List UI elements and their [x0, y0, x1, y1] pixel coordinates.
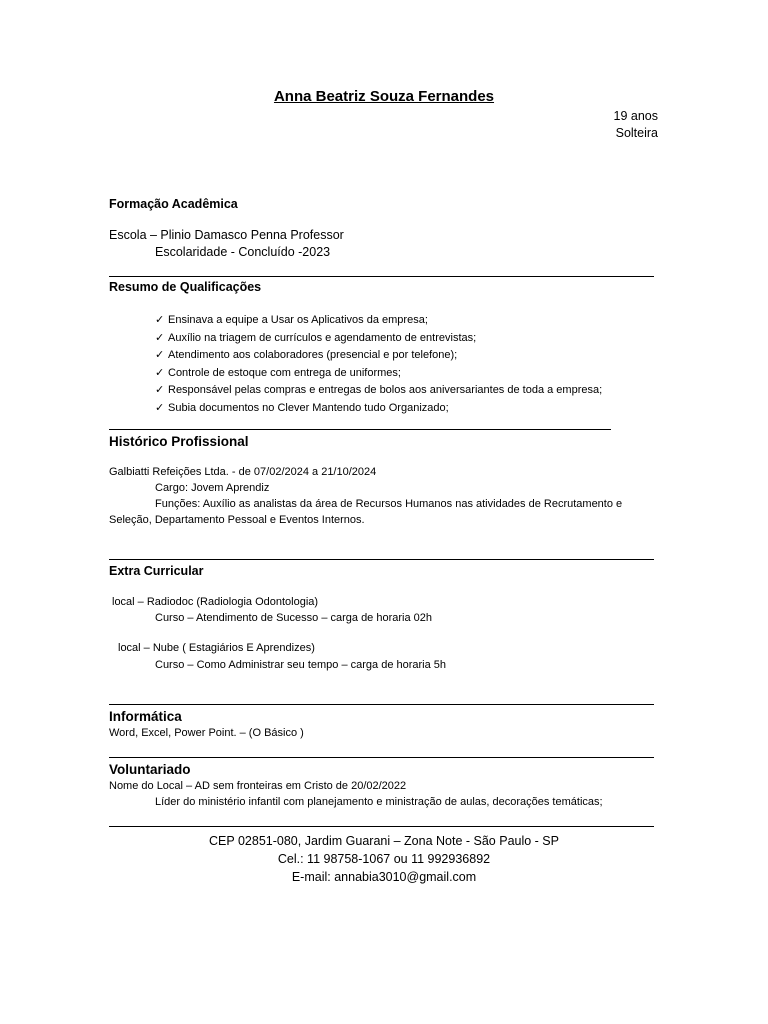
- check-icon: ✓: [155, 314, 165, 326]
- education-school: Escola – Plinio Damasco Penna Professor: [109, 228, 344, 242]
- list-item: ✓ Auxílio na triagem de currículos e agendamento de entrevistas;: [155, 330, 602, 348]
- extra-course-1: Curso – Atendimento de Sucesso – carga de horaria 02h: [155, 612, 433, 624]
- experience-company: Galbiatti Refeições Ltda. - de 07/02/2024 a 21/10/2024: [109, 466, 377, 478]
- footer-email: E-mail: annabia3010@gmail.com: [291, 870, 477, 884]
- list-item: ✓ Atendimento aos colaboradores (presencial e por telefone);: [155, 347, 602, 365]
- education-status: Escolaridade - Concluído -2023: [155, 245, 331, 259]
- check-icon: ✓: [155, 366, 165, 379]
- section-divider: [109, 757, 654, 758]
- volunteer-place: Nome do Local – AD sem fronteiras em Cristo de 20/02/2022: [109, 780, 407, 792]
- section-divider: [109, 429, 611, 430]
- experience-duties-cont: Seleção, Departamento Pessoal e Eventos Internos.: [109, 514, 365, 526]
- education-heading: Formação Acadêmica: [109, 197, 238, 211]
- section-divider: [109, 704, 654, 705]
- extra-local-1: local – Radiodoc (Radiologia Odontologia): [112, 596, 319, 608]
- volunteer-heading: Voluntariado: [109, 762, 191, 777]
- section-divider: [109, 826, 654, 827]
- footer-address: CEP 02851-080, Jardim Guarani – Zona Note - São Paulo - SP: [209, 834, 559, 848]
- experience-role: Cargo: Jovem Aprendiz: [155, 482, 270, 494]
- qualifications-heading: Resumo de Qualificações: [109, 280, 262, 294]
- candidate-name: Anna Beatriz Souza Fernandes: [273, 88, 495, 105]
- extra-heading: Extra Curricular: [109, 564, 204, 578]
- computing-heading: Informática: [109, 709, 182, 724]
- experience-duties: Funções: Auxílio as analistas da área de Recursos Humanos nas atividades de Recrutamento e: [155, 498, 623, 510]
- section-divider: [109, 559, 654, 560]
- qualifications-list: [155, 312, 602, 417]
- check-icon: ✓: [155, 349, 165, 361]
- computing-skills: Word, Excel, Power Point. – (O Básico ): [109, 727, 304, 739]
- check-icon: ✓: [155, 401, 165, 414]
- list-item: ✓ Subia documentos no Clever Mantendo tudo Organizado;: [155, 400, 602, 418]
- list-item: ✓ Responsável pelas compras e entregas de bolos aos aniversariantes de toda a empresa;: [155, 382, 602, 400]
- list-item: ✓ Ensinava a equipe a Usar os Aplicativos da empresa;: [155, 312, 602, 330]
- list-item: ✓ Controle de estoque com entrega de uniformes;: [155, 365, 602, 383]
- check-icon: ✓: [155, 384, 165, 396]
- extra-course-2: Curso – Como Administrar seu tempo – carga de horaria 5h: [155, 659, 447, 671]
- check-icon: ✓: [155, 331, 165, 344]
- extra-local-2: local – Nube ( Estagiários E Aprendizes): [118, 642, 315, 654]
- experience-heading: Histórico Profissional: [109, 434, 249, 449]
- section-divider: [109, 276, 654, 277]
- marital-status: Solteira: [615, 126, 658, 140]
- volunteer-role: Líder do ministério infantil com planejamento e ministração de aulas, decorações temáticas;: [155, 796, 603, 808]
- age: 19 anos: [613, 109, 658, 123]
- footer-phone: Cel.: 11 98758-1067 ou 11 992936892: [277, 852, 491, 866]
